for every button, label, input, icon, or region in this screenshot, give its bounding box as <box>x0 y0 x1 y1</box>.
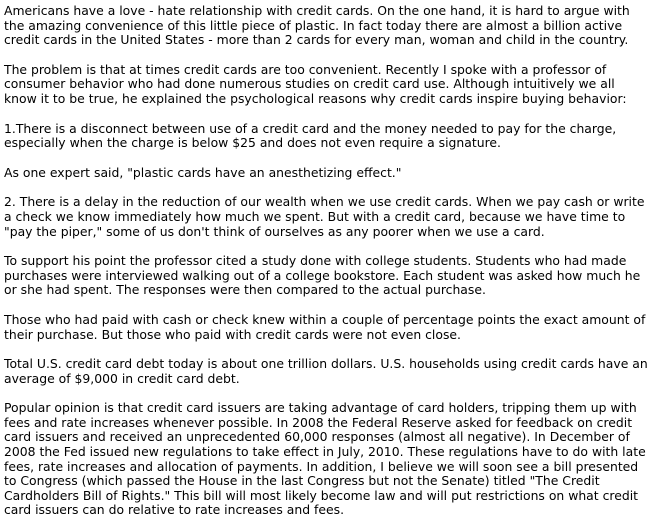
paragraph-intro: Americans have a love - hate relationship with credit cards. On the one hand, it is hard to argue with the amazing convenience of this little piece of plastic. In fact today there are almost a billion active credit cards in the United States - more than 2 cards for every man, woman and child in the country. <box>4 3 630 48</box>
article-body <box>4 4 648 518</box>
paragraph-debt-total: Total U.S. credit card debt today is about one trillion dollars. U.S. households using credit cards have an average of $9,000 in credit card debt. <box>4 356 648 386</box>
paragraph-regulation: Popular opinion is that credit card issuers are taking advantage of card holders, tripping them up with fees and rate increases whenever possible. In 2008 the Federal Reserve asked for feedback on credit card issuers and received an unprecedented 60,000 responses (almost all negative). In December of 2008 the Fed issued new regulations to take effect in July, 2010. These regulations have to do with late fees, rate increases and allocation of payments. In addition, I believe we will soon see a bill presented to Congress (which passed the House in the last Congress but not the Senate) titled "The Credit Cardholders Bill of Rights." This bill will most likely become law and will put restrictions on what credit card issuers can do relative to rate increases and fees. <box>4 400 646 518</box>
paragraph-point-one: 1.There is a disconnect between use of a credit card and the money needed to pay for the charge, especially when the charge is below $25 and does not even require a signature. <box>4 120 617 151</box>
paragraph-point-two: 2. There is a delay in the reduction of our wealth when we use credit cards. When we pay cash or write a check we know immediately how much we spent. But with a credit card, because we have time to "pay the piper," some of us don't think of ourselves as any poorer when we use a card. <box>4 194 645 239</box>
paragraph-expert-quote: As one expert said, "plastic cards have an anesthetizing effect." <box>4 164 402 180</box>
paragraph-problem: The problem is that at times credit cards are too convenient. Recently I spoke with a professor of consumer behavior who had done numerous studies on credit card use. Although intuitively we all know it to be true, he explained the psychological reasons why credit cards inspire buying behavior: <box>4 61 627 106</box>
paragraph-study-results: Those who had paid with cash or check knew within a couple of percentage points the exact amount of their purchase. But those who paid with credit cards were not even close. <box>4 311 646 342</box>
paragraph-study: To support his point the professor cited a study done with college students. Students who had made purchases were interviewed walking out of a college bookstore. Each student was asked how much he or she had spent. The responses were then compared to the actual purchase. <box>4 253 641 298</box>
